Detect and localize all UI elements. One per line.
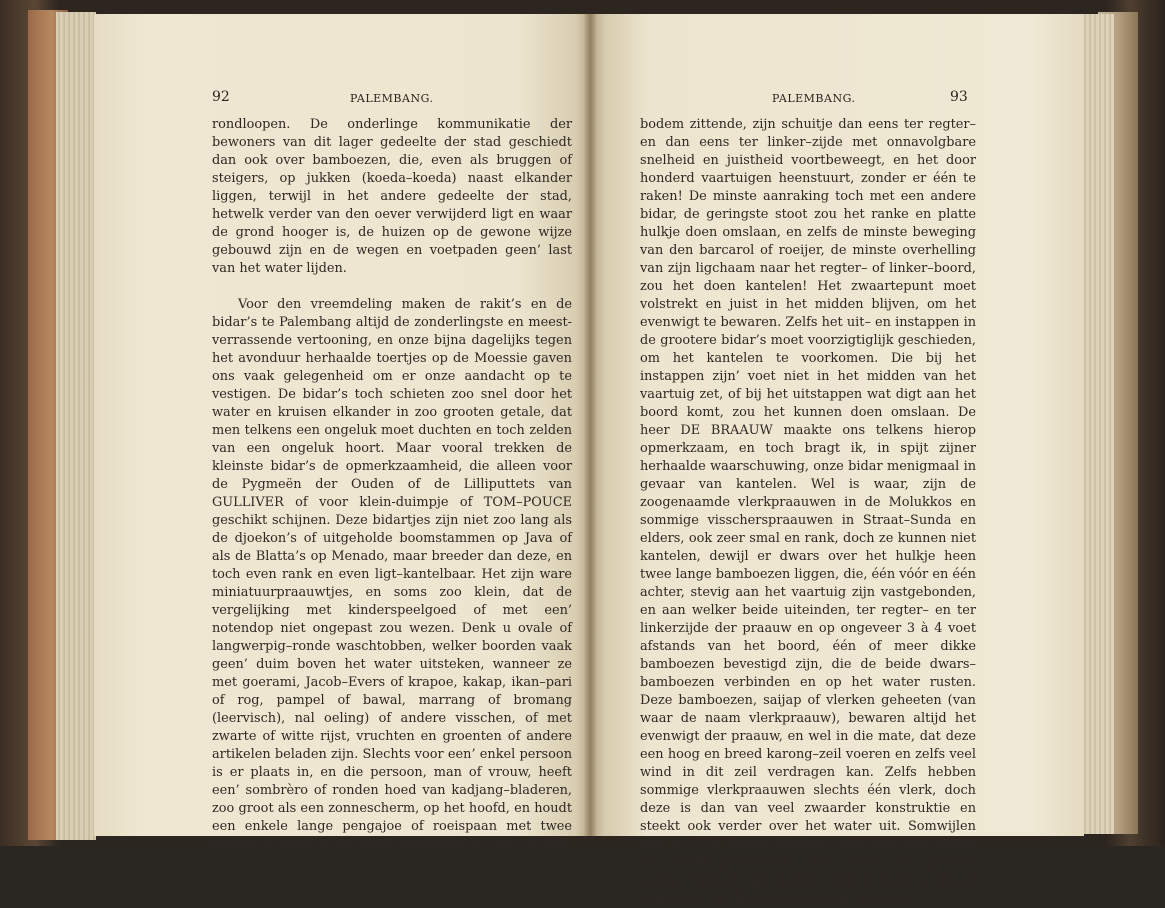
paragraph: bodem zittende, zijn schuitje dan eens ter regter– en dan eens ter linker–zijde met onnavolgbare snelheid en juistheid voortbeweegt, en het door honderd vaartuigen heenstuurt, zonder er één te raken! De minste aanraking toch met een andere bidar, de geringste stoot zou het ranke en platte hulkje doen omslaan, en zelfs de minste beweging van den barcarol of roeijer, de minste overhelling van zijn ligchaam naar het regter– of linker–boord, zou het doen kantelen! Het zwaartepunt moet volstrekt en juist in het midden blijven, om het evenwigt te bewaren. Zelfs het uit– en instappen in de grootere bidar’s moet voorzigtiglijk geschieden, om het kantelen te voorkomen. Die bij het instappen zijn’ voet niet in het midden van het vaartuig zet, of bij het uitstappen wat digt aan het boord komt, zou het kunnen doen omslaan. De heer DE BRAAUW maakte ons telkens hierop opmerkzaam, en toch bragt ik, in spijt zijner herhaalde waarschuwing, onze bidar menigmaal in gevaar van kantelen. Wel is waar, zijn de zoogenaamde vlerkpraauwen in de Molukkos en sommige visscherspraauwen in Straat–Sunda en elders, ook zeer smal en rank, doch ze kunnen niet kantelen, dewijl er dwars over het hulkje heen twee lange bamboezen liggen, die, één vóór en één achter, stevig aan het vaartuig zijn vastgebonden, en aan welker beide uiteinden, ter regter– en ter linkerzijde der praauw en op ongeveer 3 à 4 voet afstands van het boord, één of meer dikke bamboezen bevestigd zijn, die de beide dwars–bamboezen verbinden en op het water rusten. Deze bamboezen, saijap of vlerken geheeten (van waar de naam vlerkpraauw), bewaren altijd het evenwigt der praauw, en wel in die mate, dat deze een hoog en breed karong–zeil voeren en zelfs veel wind in dit zeil verdragen kan. Zelfs hebben sommige vlerkpraauwen slechts één vlerk, doch deze is dan van veel zwaarder konstruktie en steekt ook verder over het water uit. Somwijlen ook, b. v. in Straat–Madura, ziet men zeer kleine en smalle praauwtjes (een soort van giekeu) zonder vlerken, met harden wind en hoog en breed zeil in top, de Straat oversteken en er een [640,117,976,906]
running-head: PALEMBANG. [350,92,434,105]
body-text [212,116,572,854]
page-edges-right [1082,14,1114,834]
paragraph: rondloopen. De onderlinge kommunikatie der bewoners van dit lager gedeelte der stad geschiedt dan ook over bamboezen, die, even als bruggen of steigers, op jukken (koeda–koeda) naast elkander liggen, terwijl in het andere gedeelte der stad, hetwelk verder van den oever verwijderd ligt en waar de grond hooger is, de huizen op de gewone wijze gebouwd zijn en de wegen en voetpaden geen’ last van het water lijden. [212,117,572,276]
page-number: 93 [950,89,968,105]
right-page [590,14,1084,906]
paragraph: Voor den vreemdeling maken de rakit’s en de bidar’s te Palembang altijd de zonderlingste en meest-verrassende vertooning, en onze bijna dagelijks tegen het avonduur herhaalde toertjes op de Moessie gaven ons vaak gelegenheid om er onze aandacht op te vestigen. De bidar’s toch schieten zoo snel door het water en kruisen elkander in zoo grooten getale, dat men telkens een ongeluk moet duchten en toch zelden van een ongeluk hoort. Maar vooral trekken de kleinste bidar’s de opmerkzaamheid, die alleen voor de Pygmeën der Ouden of de Lilliputtets van GULLIVER of voor klein-duimpje of TOM–POUCE geschikt schijnen. Deze bidartjes zijn niet zoo lang als de djoekon’s of uitgeholde boomstammen op Java of als de Blatta’s op Menado, maar breeder dan deze, en toch even rank en even ligt–kantelbaar. Het zijn ware miniatuurpraauwtjes, en soms zoo klein, dat de vergelijking met kinderspeelgoed of met een’ notendop niet ongepast zou wezen. Denk u ovale of langwerpig–ronde waschtobben, welker boorden vaak geen’ duim boven het water uitsteken, wanneer ze met goerami, Jacob–Evers of krapoe, kakap, ikan–pari of rog, pampel of bawal, marrang of bromang (leervisch), nal oeling) of andere visschen, of met zwarte of witte rijst, vruchten en groenten of andere artikelen beladen zijn. Slechts voor een’ enkel persoon is er plaats in, en die persoon, man of vrouw, heeft een’ sombrèro of ronden hoed van kadjang–bladeren, zoo groot als een zonnescherm, op het hoofd, en houdt een enkele lange pengajoe of roeispaan met twee bladen of lepels in de hand, waarmede hij, plat op den [212,297,572,852]
running-head: PALEMBANG. [772,92,856,105]
body-text [640,116,976,908]
book-gutter [583,14,597,836]
page-number: 92 [212,89,230,105]
page-edges-left [56,12,96,840]
left-page [94,14,590,852]
